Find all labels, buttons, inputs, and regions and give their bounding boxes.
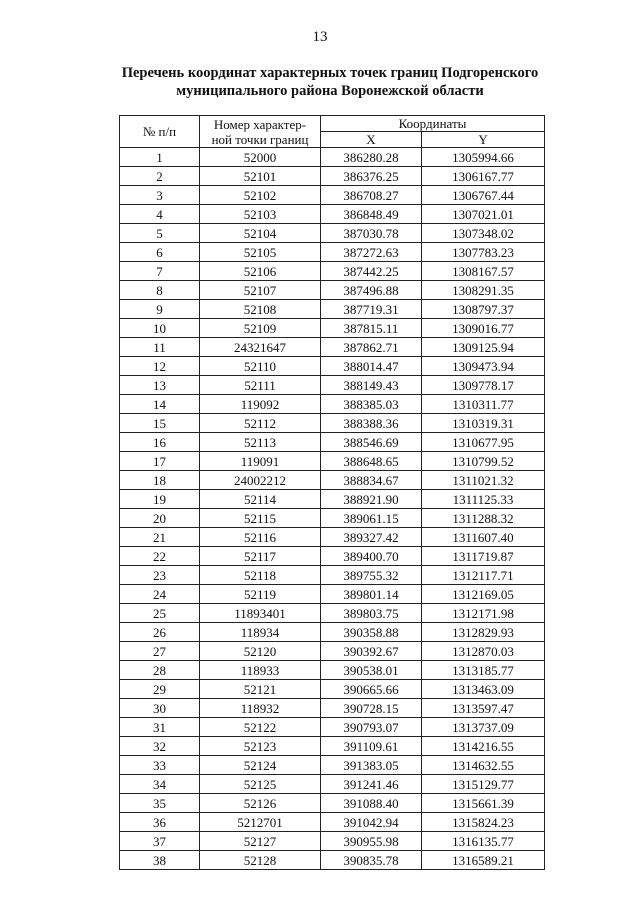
table-row <box>120 794 545 813</box>
x-coordinate-cell: 388014.47 <box>321 357 422 376</box>
table-row <box>120 509 545 528</box>
row-number-cell: 38 <box>120 851 200 870</box>
table-row <box>120 775 545 794</box>
x-coordinate-cell: 391042.94 <box>321 813 422 832</box>
row-number-cell: 24 <box>120 585 200 604</box>
point-number-cell: 52114 <box>200 490 321 509</box>
point-number-cell: 52126 <box>200 794 321 813</box>
row-number-cell: 23 <box>120 566 200 585</box>
x-coordinate-cell: 387862.71 <box>321 338 422 357</box>
y-coordinate-cell: 1314216.55 <box>422 737 545 756</box>
row-number-cell: 36 <box>120 813 200 832</box>
y-coordinate-cell: 1314632.55 <box>422 756 545 775</box>
row-number-cell: 20 <box>120 509 200 528</box>
point-number-cell: 52108 <box>200 300 321 319</box>
point-number-cell: 52128 <box>200 851 321 870</box>
table-row <box>120 186 545 205</box>
document-title-line-2: муниципального района Воронежской области <box>176 83 484 99</box>
point-number-cell: 52103 <box>200 205 321 224</box>
page-number: 13 <box>312 29 328 45</box>
y-coordinate-cell: 1312829.93 <box>422 623 545 642</box>
coordinates-table <box>119 115 545 870</box>
point-number-cell: 5212701 <box>200 813 321 832</box>
row-number-cell: 6 <box>120 243 200 262</box>
point-number-cell: 52123 <box>200 737 321 756</box>
header-point-number <box>200 116 321 148</box>
y-coordinate-cell: 1313737.09 <box>422 718 545 737</box>
x-coordinate-cell: 388546.69 <box>321 433 422 452</box>
table-row <box>120 338 545 357</box>
table-row <box>120 414 545 433</box>
y-coordinate-cell: 1315129.77 <box>422 775 545 794</box>
point-number-cell: 52121 <box>200 680 321 699</box>
x-coordinate-cell: 388385.03 <box>321 395 422 414</box>
table-row <box>120 832 545 851</box>
row-number-cell: 5 <box>120 224 200 243</box>
row-number-cell: 33 <box>120 756 200 775</box>
x-coordinate-cell: 390665.66 <box>321 680 422 699</box>
x-coordinate-cell: 390392.67 <box>321 642 422 661</box>
table-row <box>120 224 545 243</box>
row-number-cell: 12 <box>120 357 200 376</box>
x-coordinate-cell: 387272.63 <box>321 243 422 262</box>
row-number-cell: 2 <box>120 167 200 186</box>
row-number-cell: 8 <box>120 281 200 300</box>
point-number-cell: 52118 <box>200 566 321 585</box>
x-coordinate-cell: 387496.88 <box>321 281 422 300</box>
row-number-cell: 21 <box>120 528 200 547</box>
table-row <box>120 148 545 167</box>
y-coordinate-cell: 1306767.44 <box>422 186 545 205</box>
x-coordinate-cell: 386280.28 <box>321 148 422 167</box>
y-coordinate-cell: 1309016.77 <box>422 319 545 338</box>
x-coordinate-cell: 388388.36 <box>321 414 422 433</box>
row-number-cell: 7 <box>120 262 200 281</box>
y-coordinate-cell: 1308167.57 <box>422 262 545 281</box>
y-coordinate-cell: 1307021.01 <box>422 205 545 224</box>
y-coordinate-cell: 1308291.35 <box>422 281 545 300</box>
y-coordinate-cell: 1307783.23 <box>422 243 545 262</box>
x-coordinate-cell: 391088.40 <box>321 794 422 813</box>
header-point-number-line-2: ной точки границ <box>211 131 309 147</box>
row-number-cell: 26 <box>120 623 200 642</box>
x-coordinate-cell: 390955.98 <box>321 832 422 851</box>
point-number-cell: 119092 <box>200 395 321 414</box>
x-coordinate-cell: 387815.11 <box>321 319 422 338</box>
table-row <box>120 300 545 319</box>
point-number-cell: 52124 <box>200 756 321 775</box>
header-x: X <box>321 132 422 148</box>
table-row <box>120 281 545 300</box>
y-coordinate-cell: 1305994.66 <box>422 148 545 167</box>
point-number-cell: 52117 <box>200 547 321 566</box>
row-number-cell: 22 <box>120 547 200 566</box>
x-coordinate-cell: 389801.14 <box>321 585 422 604</box>
y-coordinate-cell: 1312169.05 <box>422 585 545 604</box>
table-row <box>120 718 545 737</box>
row-number-cell: 9 <box>120 300 200 319</box>
point-number-cell: 52109 <box>200 319 321 338</box>
table-row <box>120 167 545 186</box>
point-number-cell: 52106 <box>200 262 321 281</box>
point-number-cell: 52122 <box>200 718 321 737</box>
point-number-cell: 52116 <box>200 528 321 547</box>
x-coordinate-cell: 389803.75 <box>321 604 422 623</box>
x-coordinate-cell: 387442.25 <box>321 262 422 281</box>
document-title <box>60 64 600 100</box>
point-number-cell: 52115 <box>200 509 321 528</box>
row-number-cell: 25 <box>120 604 200 623</box>
point-number-cell: 118932 <box>200 699 321 718</box>
row-number-cell: 19 <box>120 490 200 509</box>
table-row <box>120 547 545 566</box>
y-coordinate-cell: 1313185.77 <box>422 661 545 680</box>
y-coordinate-cell: 1312117.71 <box>422 566 545 585</box>
y-coordinate-cell: 1312171.98 <box>422 604 545 623</box>
y-coordinate-cell: 1315824.23 <box>422 813 545 832</box>
header-row-number: № п/п <box>120 116 200 148</box>
table-row <box>120 471 545 490</box>
x-coordinate-cell: 390538.01 <box>321 661 422 680</box>
point-number-cell: 52110 <box>200 357 321 376</box>
x-coordinate-cell: 386708.27 <box>321 186 422 205</box>
row-number-cell: 16 <box>120 433 200 452</box>
row-number-cell: 35 <box>120 794 200 813</box>
point-number-cell: 118933 <box>200 661 321 680</box>
table-row <box>120 623 545 642</box>
x-coordinate-cell: 390728.15 <box>321 699 422 718</box>
row-number-cell: 14 <box>120 395 200 414</box>
row-number-cell: 17 <box>120 452 200 471</box>
table-row <box>120 319 545 338</box>
table-row <box>120 851 545 870</box>
row-number-cell: 32 <box>120 737 200 756</box>
y-coordinate-cell: 1310319.31 <box>422 414 545 433</box>
table-row <box>120 395 545 414</box>
row-number-cell: 18 <box>120 471 200 490</box>
point-number-cell: 52119 <box>200 585 321 604</box>
row-number-cell: 28 <box>120 661 200 680</box>
y-coordinate-cell: 1311288.32 <box>422 509 545 528</box>
x-coordinate-cell: 390835.78 <box>321 851 422 870</box>
header-coordinates: Координаты <box>321 116 545 132</box>
point-number-cell: 52102 <box>200 186 321 205</box>
point-number-cell: 52107 <box>200 281 321 300</box>
row-number-cell: 1 <box>120 148 200 167</box>
y-coordinate-cell: 1310677.95 <box>422 433 545 452</box>
y-coordinate-cell: 1309125.94 <box>422 338 545 357</box>
y-coordinate-cell: 1309778.17 <box>422 376 545 395</box>
x-coordinate-cell: 390358.88 <box>321 623 422 642</box>
y-coordinate-cell: 1309473.94 <box>422 357 545 376</box>
table-row <box>120 433 545 452</box>
x-coordinate-cell: 391109.61 <box>321 737 422 756</box>
row-number-cell: 34 <box>120 775 200 794</box>
x-coordinate-cell: 389400.70 <box>321 547 422 566</box>
table-row <box>120 661 545 680</box>
table-row <box>120 205 545 224</box>
row-number-cell: 11 <box>120 338 200 357</box>
table-row <box>120 585 545 604</box>
y-coordinate-cell: 1313463.09 <box>422 680 545 699</box>
y-coordinate-cell: 1310799.52 <box>422 452 545 471</box>
x-coordinate-cell: 389327.42 <box>321 528 422 547</box>
table-body <box>120 148 545 870</box>
point-number-cell: 52104 <box>200 224 321 243</box>
x-coordinate-cell: 388648.65 <box>321 452 422 471</box>
point-number-cell: 52127 <box>200 832 321 851</box>
table-row <box>120 699 545 718</box>
document-title-line-1: Перечень координат характерных точек границ Подгоренского <box>121 65 539 81</box>
point-number-cell: 52000 <box>200 148 321 167</box>
header-y: Y <box>422 132 545 148</box>
y-coordinate-cell: 1311021.32 <box>422 471 545 490</box>
x-coordinate-cell: 391383.05 <box>321 756 422 775</box>
y-coordinate-cell: 1311125.33 <box>422 490 545 509</box>
point-number-cell: 24002212 <box>200 471 321 490</box>
table-row <box>120 680 545 699</box>
y-coordinate-cell: 1306167.77 <box>422 167 545 186</box>
x-coordinate-cell: 389755.32 <box>321 566 422 585</box>
row-number-cell: 15 <box>120 414 200 433</box>
row-number-cell: 3 <box>120 186 200 205</box>
table-row <box>120 566 545 585</box>
x-coordinate-cell: 388149.43 <box>321 376 422 395</box>
table-row <box>120 528 545 547</box>
x-coordinate-cell: 388921.90 <box>321 490 422 509</box>
table-row <box>120 452 545 471</box>
point-number-cell: 52112 <box>200 414 321 433</box>
row-number-cell: 31 <box>120 718 200 737</box>
x-coordinate-cell: 387030.78 <box>321 224 422 243</box>
point-number-cell: 52120 <box>200 642 321 661</box>
point-number-cell: 52125 <box>200 775 321 794</box>
y-coordinate-cell: 1311719.87 <box>422 547 545 566</box>
x-coordinate-cell: 391241.46 <box>321 775 422 794</box>
x-coordinate-cell: 386848.49 <box>321 205 422 224</box>
y-coordinate-cell: 1315661.39 <box>422 794 545 813</box>
row-number-cell: 29 <box>120 680 200 699</box>
x-coordinate-cell: 388834.67 <box>321 471 422 490</box>
table-row <box>120 642 545 661</box>
row-number-cell: 4 <box>120 205 200 224</box>
x-coordinate-cell: 386376.25 <box>321 167 422 186</box>
y-coordinate-cell: 1307348.02 <box>422 224 545 243</box>
point-number-cell: 52101 <box>200 167 321 186</box>
table-row <box>120 737 545 756</box>
row-number-cell: 13 <box>120 376 200 395</box>
y-coordinate-cell: 1312870.03 <box>422 642 545 661</box>
table-row <box>120 756 545 775</box>
y-coordinate-cell: 1316135.77 <box>422 832 545 851</box>
row-number-cell: 37 <box>120 832 200 851</box>
point-number-cell: 52105 <box>200 243 321 262</box>
x-coordinate-cell: 390793.07 <box>321 718 422 737</box>
y-coordinate-cell: 1316589.21 <box>422 851 545 870</box>
table-row <box>120 813 545 832</box>
table-row <box>120 490 545 509</box>
point-number-cell: 24321647 <box>200 338 321 357</box>
row-number-cell: 30 <box>120 699 200 718</box>
point-number-cell: 11893401 <box>200 604 321 623</box>
y-coordinate-cell: 1311607.40 <box>422 528 545 547</box>
y-coordinate-cell: 1310311.77 <box>422 395 545 414</box>
table-row <box>120 243 545 262</box>
point-number-cell: 52111 <box>200 376 321 395</box>
row-number-cell: 27 <box>120 642 200 661</box>
y-coordinate-cell: 1313597.47 <box>422 699 545 718</box>
x-coordinate-cell: 389061.15 <box>321 509 422 528</box>
point-number-cell: 118934 <box>200 623 321 642</box>
row-number-cell: 10 <box>120 319 200 338</box>
point-number-cell: 119091 <box>200 452 321 471</box>
header-point-number-line-1: Номер характер- <box>213 116 307 132</box>
x-coordinate-cell: 387719.31 <box>321 300 422 319</box>
table-row <box>120 262 545 281</box>
table-row <box>120 376 545 395</box>
table-row <box>120 357 545 376</box>
point-number-cell: 52113 <box>200 433 321 452</box>
y-coordinate-cell: 1308797.37 <box>422 300 545 319</box>
table-row <box>120 604 545 623</box>
